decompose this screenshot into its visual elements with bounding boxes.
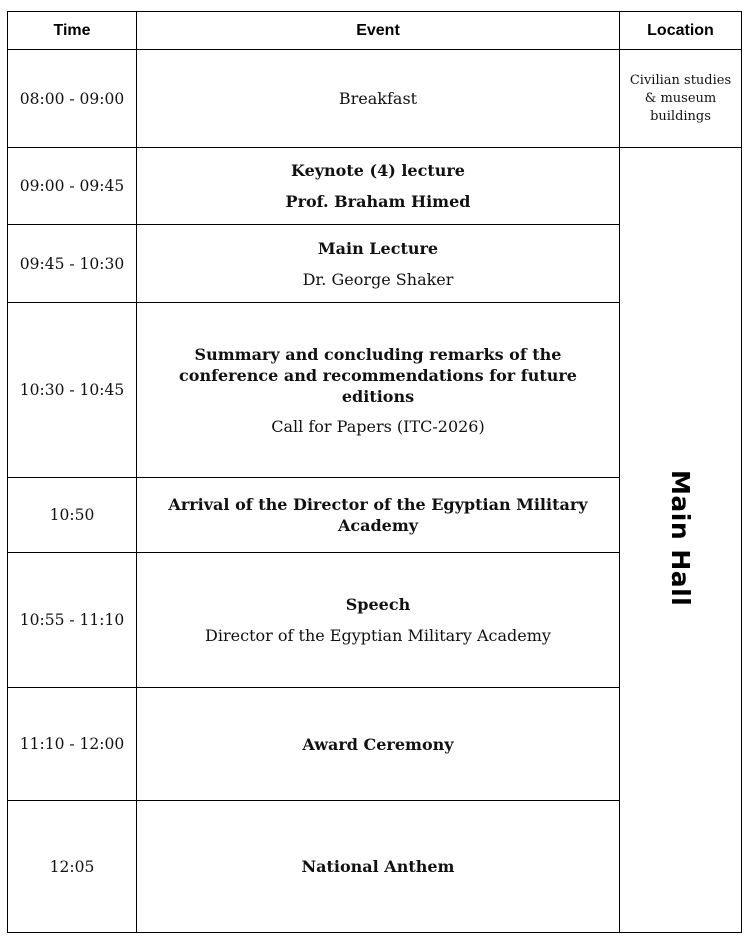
event-title: Speech bbox=[345, 595, 411, 614]
time-cell: 10:50 bbox=[8, 478, 137, 553]
event-cell bbox=[137, 225, 620, 303]
event-speaker: Prof. Braham Himed bbox=[285, 192, 471, 211]
event-subtitle: Director of the Egyptian Military Academy bbox=[205, 626, 551, 645]
location-text: Civilian studies & museum buildings bbox=[629, 72, 732, 124]
event-cell bbox=[137, 688, 620, 801]
table-row bbox=[8, 148, 742, 225]
main-hall-cell bbox=[620, 148, 742, 933]
time-cell: 10:30 - 10:45 bbox=[8, 303, 137, 478]
event-subtitle: Call for Papers (ITC-2026) bbox=[271, 416, 485, 436]
event-cell bbox=[137, 303, 620, 478]
header-time: Time bbox=[8, 12, 137, 50]
time-cell: 12:05 bbox=[8, 801, 137, 933]
table-row bbox=[8, 50, 742, 148]
event-title: National Anthem bbox=[301, 857, 455, 876]
event-cell bbox=[137, 478, 620, 553]
time-cell: 09:00 - 09:45 bbox=[8, 148, 137, 225]
header-location: Location bbox=[620, 12, 742, 50]
header-row bbox=[8, 12, 742, 50]
event-cell bbox=[137, 801, 620, 933]
location-cell bbox=[620, 50, 742, 148]
event-cell bbox=[137, 553, 620, 688]
event-title: Main Lecture bbox=[317, 238, 439, 258]
schedule-table bbox=[7, 11, 742, 933]
main-hall-label: Main Hall bbox=[666, 469, 695, 607]
event-title: Keynote (4) lecture bbox=[291, 161, 465, 180]
time-cell: 08:00 - 09:00 bbox=[8, 50, 137, 148]
event-title: Arrival of the Director of the Egyptian Military Academy bbox=[168, 495, 588, 535]
time-cell: 09:45 - 10:30 bbox=[8, 225, 137, 303]
event-speaker: Dr. George Shaker bbox=[302, 269, 454, 289]
time-cell: 11:10 - 12:00 bbox=[8, 688, 137, 801]
time-cell: 10:55 - 11:10 bbox=[8, 553, 137, 688]
event-title: Award Ceremony bbox=[302, 734, 454, 754]
event-cell bbox=[137, 148, 620, 225]
event-subtitle: Breakfast bbox=[338, 89, 418, 108]
event-cell bbox=[137, 50, 620, 148]
header-event: Event bbox=[137, 12, 620, 50]
event-title: Summary and concluding remarks of the conference and recommendations for future editions bbox=[179, 344, 577, 406]
